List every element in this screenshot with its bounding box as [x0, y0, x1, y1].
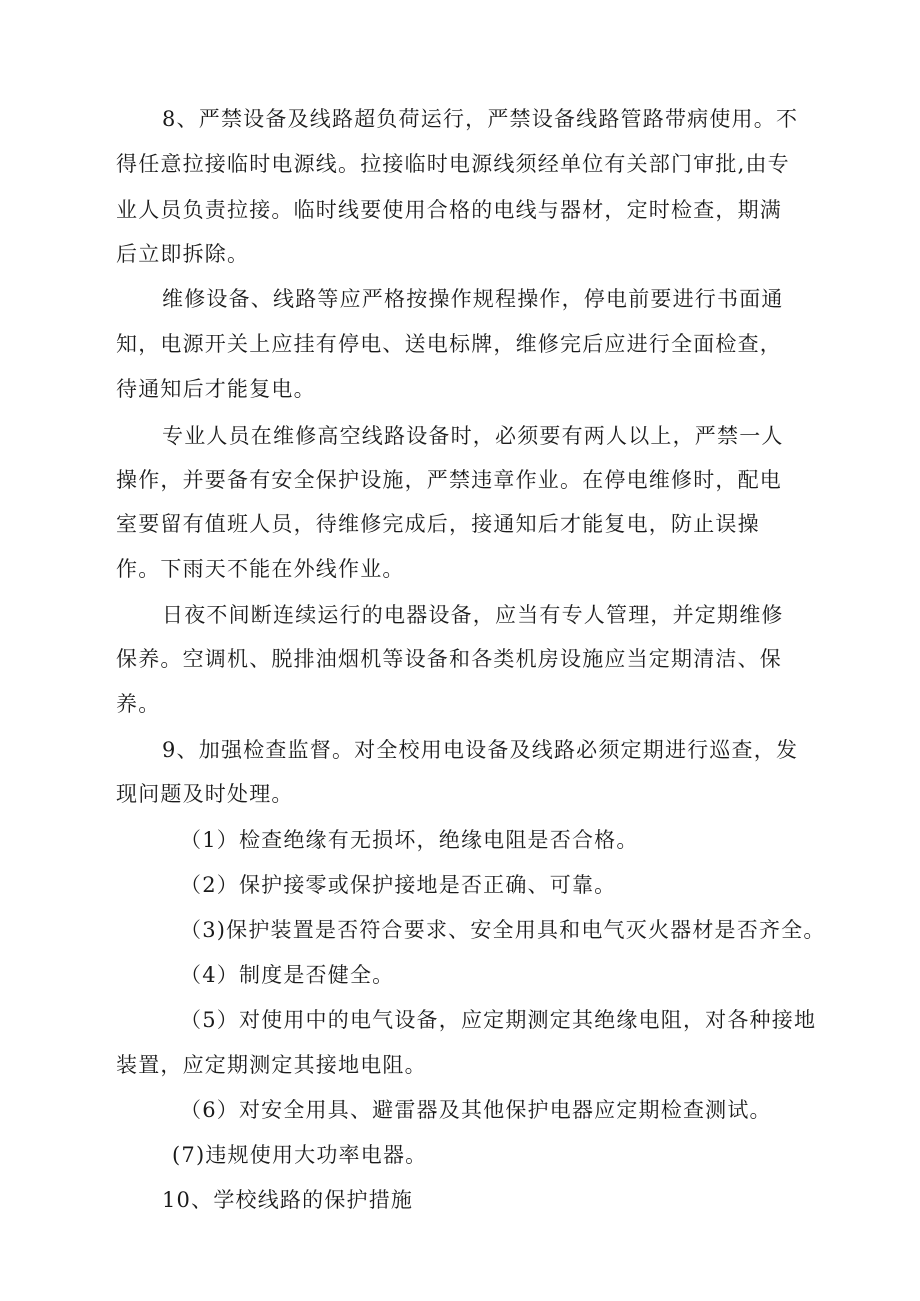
line-08: 专业人员在维修高空线路设备时，必须要有两人以上，严禁一人 — [162, 424, 784, 448]
check-item-2: （2）保护接零或保护接地是否正确、可靠。 — [180, 873, 617, 897]
check-item-5: （5）对使用中的电气设备，应定期测定其绝缘电阻，对各种接地 — [180, 1008, 817, 1032]
line-10: 室要留有值班人员，待维修完成后，接通知后才能复电，防止误操 — [116, 512, 760, 536]
check-item-6: （6）对安全用具、避雷器及其他保护电器应定期检查测试。 — [180, 1098, 772, 1122]
check-item-7: (7)违规使用大功率电器。 — [172, 1143, 428, 1167]
check-item-1: （1）检查绝缘有无损坏，绝缘电阻是否合格。 — [180, 828, 639, 852]
line-07: 待通知后才能复电。 — [116, 377, 316, 401]
line-06: 知，电源开关上应挂有停电、送电标牌，维修完后应进行全面检查， — [116, 332, 782, 356]
check-item-5-cont: 装置，应定期测定其接地电阻。 — [116, 1053, 427, 1077]
line-02: 得任意拉接临时电源线。拉接临时电源线须经单位有关部门审批,由专 — [116, 152, 790, 176]
line-05: 维修设备、线路等应严格按操作规程操作，停电前要进行书面通 — [162, 287, 784, 311]
line-16: 现问题及时处理。 — [116, 782, 294, 806]
line-14: 养。 — [116, 692, 161, 716]
section-10-heading: 10、学校线路的保护措施 — [162, 1188, 414, 1212]
line-03: 业人员负责拉接。临时线要使用合格的电线与器材，定时检查，期满 — [116, 198, 782, 222]
line-09: 操作，并要备有安全保护设施，严禁违章作业。在停电维修时，配电 — [116, 468, 782, 492]
check-item-3: （3)保护装置是否符合要求、安全用具和电气灭火器材是否齐全。 — [180, 918, 826, 942]
line-15: 9、加强检查监督。对全校用电设备及线路必须定期进行巡查，发 — [162, 738, 799, 762]
line-12: 日夜不间断连续运行的电器设备，应当有专人管理，并定期维修 — [162, 603, 784, 627]
line-04: 后立即拆除。 — [116, 242, 250, 266]
line-11: 作。下雨天不能在外线作业。 — [116, 557, 405, 581]
line-01: 8、严禁设备及线路超负荷运行，严禁设备线路管路带病使用。不 — [162, 107, 799, 131]
line-13: 保养。空调机、脱排油烟机等设备和各类机房设施应当定期清洁、保 — [116, 647, 782, 671]
check-item-4: （4）制度是否健全。 — [180, 963, 395, 987]
